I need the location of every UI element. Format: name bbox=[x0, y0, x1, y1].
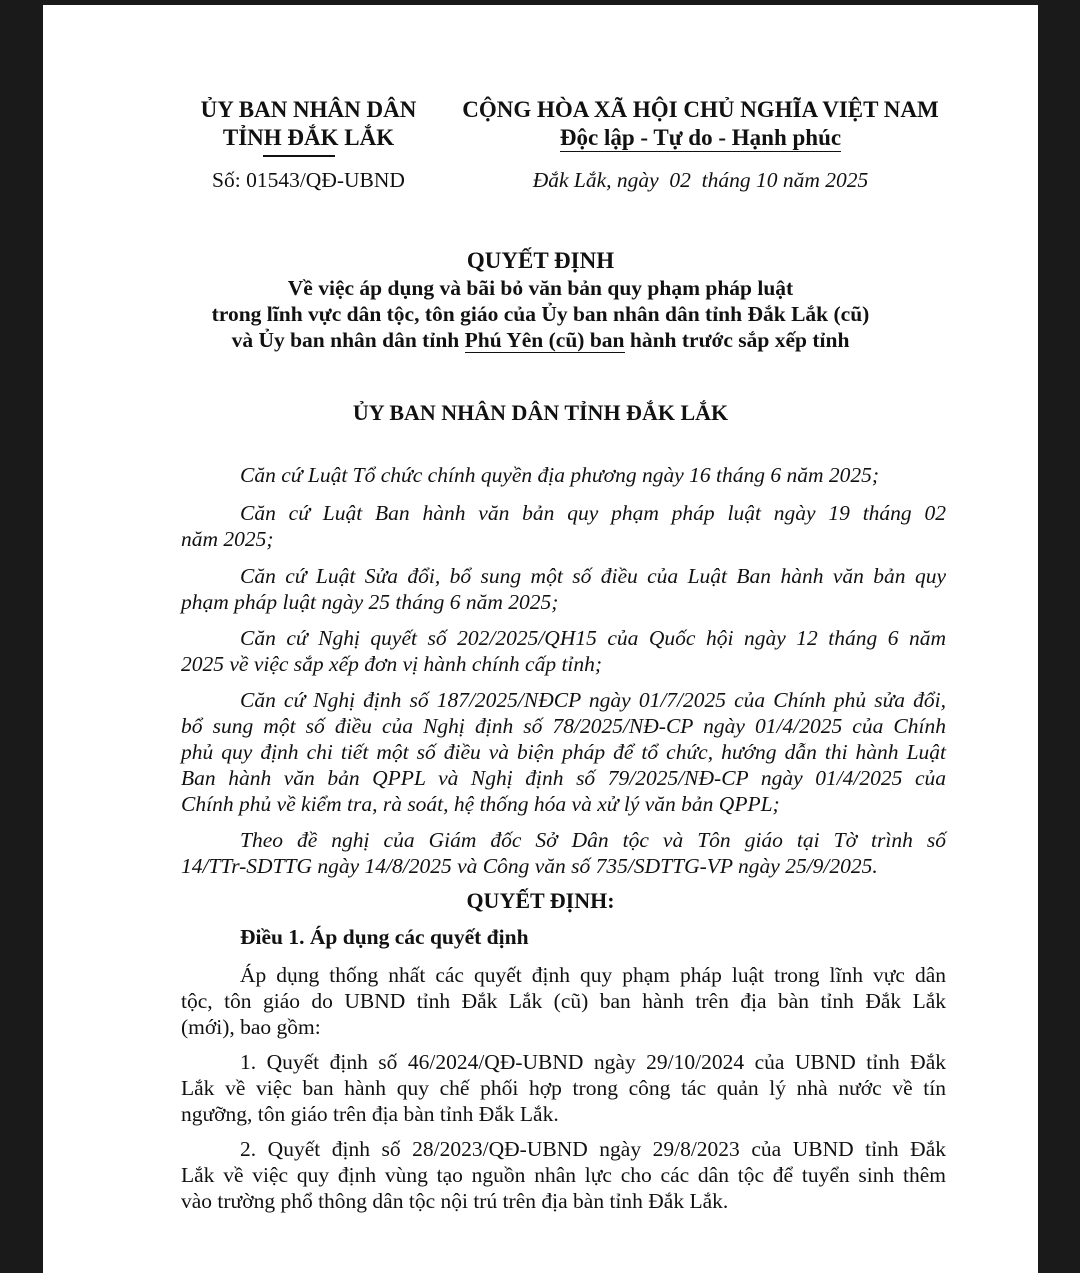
document-type: QUYẾT ĐỊNH bbox=[466, 248, 615, 273]
title-line-3 bbox=[43, 328, 1038, 353]
basis-5-line-1: Căn cứ Nghị định số 187/2025/NĐCP ngày 01/7/2025 của Chính phủ sửa đổi, bbox=[240, 688, 946, 712]
issuer-line-2: TỈNH ĐẮK LẮK bbox=[222, 125, 395, 150]
basis-5-line-4: Ban hành văn bản QPPL và Nghị định số 79/2025/NĐ-CP ngày 01/4/2025 của bbox=[181, 766, 946, 790]
article-1-heading: Điều 1. Áp dụng các quyết định bbox=[240, 925, 529, 949]
title-line-3a: và Ủy ban nhân dân tỉnh bbox=[231, 328, 465, 352]
basis-6-line-1: Theo đề nghị của Giám đốc Sở Dân tộc và Tôn giáo tại Tờ trình số bbox=[240, 828, 946, 852]
basis-4-line-2: 2025 về việc sắp xếp đơn vị hành chính cấp tỉnh; bbox=[181, 652, 603, 676]
national-motto: Độc lập - Tự do - Hạnh phúc bbox=[559, 125, 842, 150]
decision-heading: QUYẾT ĐỊNH: bbox=[466, 888, 615, 913]
article-1-item-2-line-3: vào trường phổ thông dân tộc nội trú trên địa bàn tỉnh Đắk Lắk. bbox=[181, 1189, 729, 1213]
article-1-item-1-line-2: Lắk về việc ban hành quy chế phối hợp trong công tác quản lý nhà nước về tín bbox=[181, 1076, 946, 1100]
article-1-item-2-line-1: 2. Quyết định số 28/2023/QĐ-UBND ngày 29/8/2023 của UBND tỉnh Đắk bbox=[240, 1137, 946, 1161]
basis-4-line-1: Căn cứ Nghị quyết số 202/2025/QH15 của Quốc hội ngày 12 tháng 6 năm bbox=[240, 626, 946, 650]
article-1-intro-line-2: tộc, tôn giáo do UBND tỉnh Đắk Lắk (cũ) ban hành trên địa bàn tỉnh Đắk Lắk bbox=[181, 989, 946, 1013]
article-1-item-1-line-1: 1. Quyết định số 46/2024/QĐ-UBND ngày 29/10/2024 của UBND tỉnh Đắk bbox=[240, 1050, 946, 1074]
title-line-3b: Phú Yên (cũ) ban bbox=[464, 328, 625, 352]
basis-5-line-2: bổ sung một số điều của Nghị định số 78/2025/NĐ-CP ngày 01/4/2025 của Chính bbox=[181, 714, 946, 738]
title-line-1: Về việc áp dụng và bãi bỏ văn bản quy phạm pháp luật bbox=[287, 276, 794, 300]
basis-2-line-1: Căn cứ Luật Ban hành văn bản quy phạm pháp luật ngày 19 tháng 02 bbox=[240, 501, 946, 525]
article-1-item-2-line-2: Lắk về việc quy định vùng tạo nguồn nhân lực cho các dân tộc để tuyển sinh thêm bbox=[181, 1163, 946, 1187]
national-title: CỘNG HÒA XÃ HỘI CHỦ NGHĨA VIỆT NAM bbox=[462, 97, 939, 122]
basis-6-line-2: 14/TTr-SDTTG ngày 14/8/2025 và Công văn số 735/SDTTG-VP ngày 25/9/2025. bbox=[181, 854, 878, 878]
issuer-underline bbox=[263, 155, 335, 157]
motto-wrap bbox=[448, 125, 953, 151]
basis-5-line-3: phủ quy định chi tiết một số điều và biện pháp để tổ chức, hướng dẫn thi hành Luật bbox=[181, 740, 946, 764]
document-date: Đắk Lắk, ngày 02 tháng 10 năm 2025 bbox=[532, 168, 869, 192]
basis-3-line-2: phạm pháp luật ngày 25 tháng 6 năm 2025; bbox=[181, 590, 559, 614]
basis-5-line-5: Chính phủ về kiểm tra, rà soát, hệ thống hóa và xử lý văn bản QPPL; bbox=[181, 792, 780, 816]
basis-1: Căn cứ Luật Tổ chức chính quyền địa phương ngày 16 tháng 6 năm 2025; bbox=[240, 463, 880, 487]
article-1-item-1-line-3: ngưỡng, tôn giáo trên địa bàn tỉnh Đắk Lắk. bbox=[181, 1102, 559, 1126]
document-page bbox=[43, 5, 1038, 1273]
document-number: Số: 01543/QĐ-UBND bbox=[212, 168, 405, 192]
title-line-3c: hành trước sắp xếp tỉnh bbox=[624, 328, 850, 352]
article-1-intro-line-1: Áp dụng thống nhất các quyết định quy phạm pháp luật trong lĩnh vực dân bbox=[240, 963, 946, 987]
issuing-authority: ỦY BAN NHÂN DÂN TỈNH ĐẮK LẮK bbox=[352, 400, 729, 425]
basis-3-line-1: Căn cứ Luật Sửa đổi, bổ sung một số điều của Luật Ban hành văn bản quy bbox=[240, 564, 946, 588]
title-line-2: trong lĩnh vực dân tộc, tôn giáo của Ủy ban nhân dân tỉnh Đắk Lắk (cũ) bbox=[211, 302, 870, 326]
article-1-intro-line-3: (mới), bao gồm: bbox=[181, 1015, 321, 1039]
basis-2-line-2: năm 2025; bbox=[181, 527, 274, 551]
issuer-line-1: ỦY BAN NHÂN DÂN bbox=[200, 97, 417, 122]
